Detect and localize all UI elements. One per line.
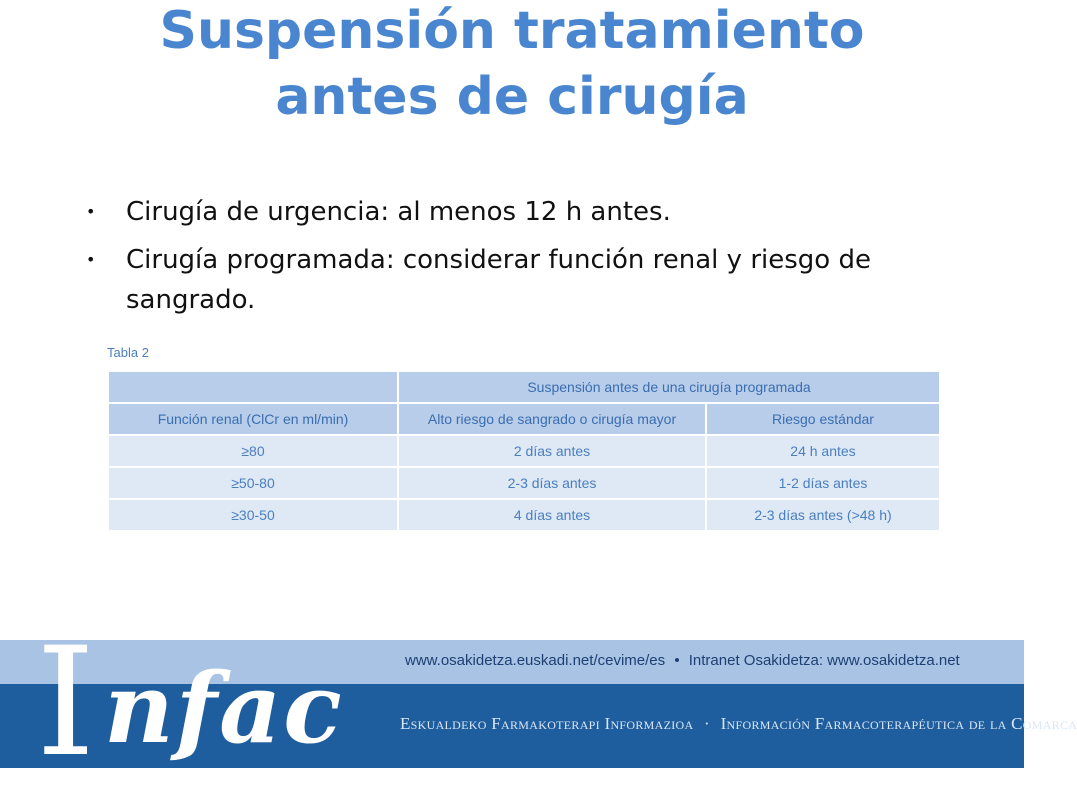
dosing-table [107, 370, 941, 532]
title-line-2: antes de cirugía [275, 67, 749, 127]
table-cell: 24 h antes [707, 436, 939, 466]
bullet-item [86, 192, 946, 232]
table-cell: 2-3 días antes (>48 h) [707, 500, 939, 530]
table-cell: 2 días antes [399, 436, 705, 466]
table-caption: Tabla 2 [107, 345, 149, 360]
logo-wordmark: nfac [104, 652, 344, 765]
table-cell: ≥50-80 [109, 468, 397, 498]
table-group-header: Suspensión antes de una cirugía programada [399, 372, 939, 402]
footer-link-cevime[interactable]: www.osakidetza.euskadi.net/cevime/es [405, 652, 666, 669]
column-header-high-risk: Alto riesgo de sangrado o cirugía mayor [399, 404, 705, 434]
logo-initial: I [36, 616, 96, 790]
table-cell: 4 días antes [399, 500, 705, 530]
bullet-dot-icon: • [86, 250, 96, 269]
bullet-dot-icon: • [86, 202, 96, 221]
table-empty-header-cell [109, 372, 397, 402]
slide-title [0, 0, 1024, 130]
footer-links [405, 652, 1005, 669]
column-header-renal: Función renal (ClCr en ml/min) [109, 404, 397, 434]
table-cell: ≥30-50 [109, 500, 397, 530]
bullet-list [86, 192, 946, 328]
table-row [109, 500, 939, 530]
table-row [109, 468, 939, 498]
tagline-basque: Eskualdeko Farmakoterapi Informazioa [400, 714, 694, 733]
footer-tagline [400, 714, 1077, 734]
footer-separator: • [674, 652, 680, 669]
table-header-row [109, 404, 939, 434]
table-row [109, 436, 939, 466]
table-cell: ≥80 [109, 436, 397, 466]
infac-logo [36, 616, 344, 790]
bullet-item [86, 240, 946, 320]
table-group-header-row [109, 372, 939, 402]
bullet-text: Cirugía de urgencia: al menos 12 h antes. [126, 197, 671, 227]
title-line-1: Suspensión tratamiento [159, 1, 865, 61]
table-cell: 1-2 días antes [707, 468, 939, 498]
tagline-spanish: Información Farmacoterapéutica de la Comarca [720, 714, 1077, 733]
footer-link-intranet[interactable]: Intranet Osakidetza: www.osakidetza.net [688, 652, 960, 669]
bullet-text: Cirugía programada: considerar función renal y riesgo de sangrado. [126, 245, 871, 315]
column-header-standard-risk: Riesgo estándar [707, 404, 939, 434]
tagline-separator: · [704, 714, 711, 733]
table-cell: 2-3 días antes [399, 468, 705, 498]
